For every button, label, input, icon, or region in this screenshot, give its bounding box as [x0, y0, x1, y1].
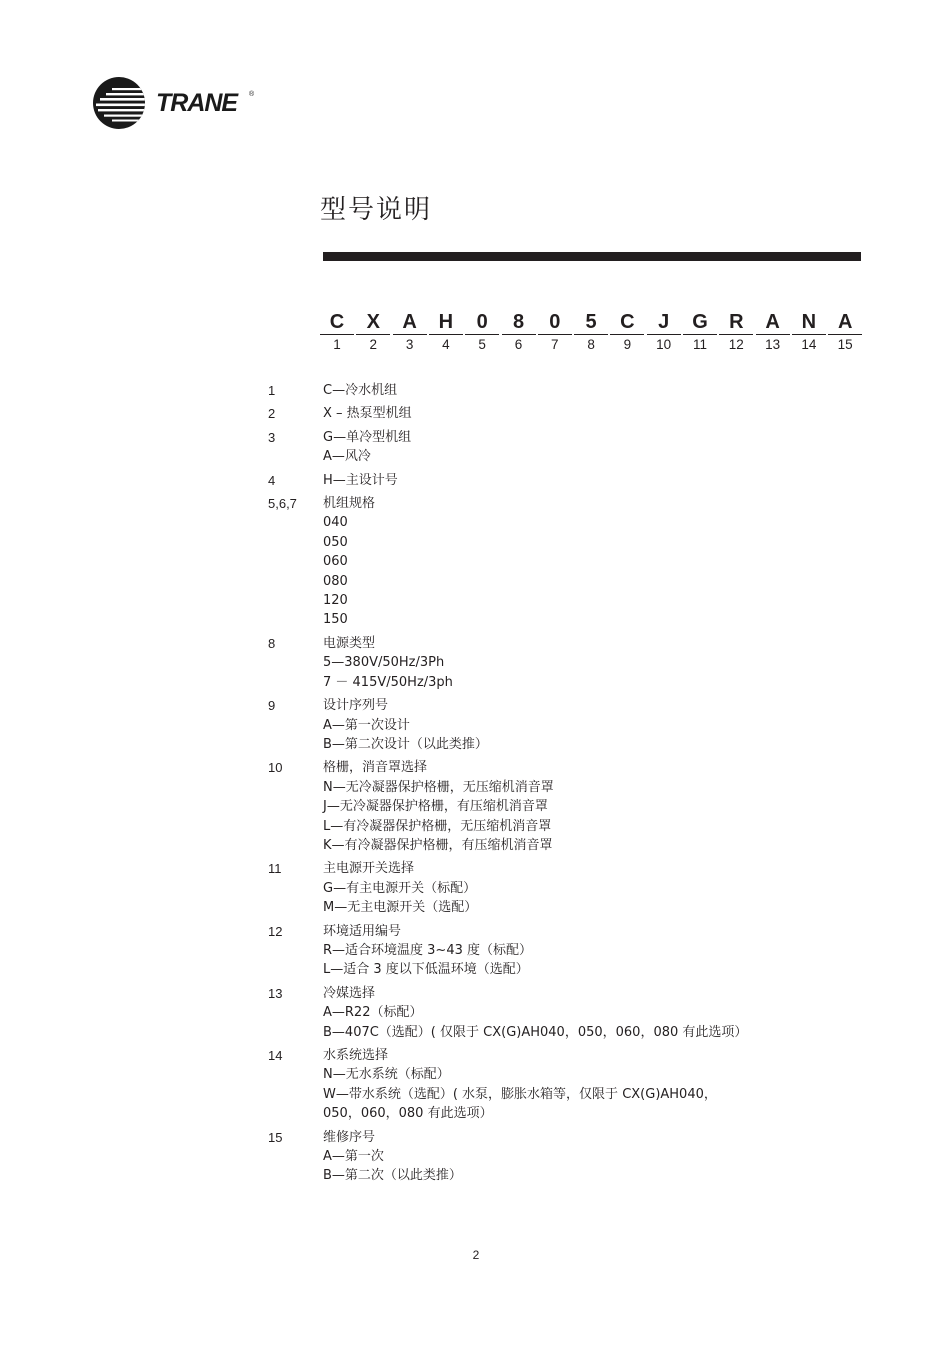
code-cell — [393, 310, 427, 355]
code-letter: G — [683, 310, 717, 335]
code-letter: 5 — [574, 310, 608, 335]
code-position-number: 5 — [478, 337, 486, 352]
item-line: 040 — [323, 515, 348, 531]
description-item — [268, 634, 788, 692]
item-body — [323, 922, 788, 980]
description-item — [268, 922, 788, 980]
code-cell — [828, 310, 862, 355]
item-body — [323, 404, 788, 423]
item-line: 水系统选择 — [323, 1048, 389, 1063]
item-line: N—无水系统（标配） — [323, 1067, 450, 1083]
code-cell — [429, 310, 463, 355]
code-cell — [320, 310, 354, 355]
model-description-list — [268, 381, 788, 1190]
item-position: 9 — [268, 698, 276, 714]
item-line: G—有主电源开关（标配） — [323, 880, 477, 896]
item-position: 4 — [268, 472, 276, 488]
code-letter: X — [356, 310, 390, 335]
description-item — [268, 859, 788, 917]
logo-wordmark: TRANE — [156, 89, 238, 117]
code-letter: C — [320, 310, 354, 335]
code-position-number: 9 — [623, 337, 632, 352]
item-line: A—R22（标配） — [323, 1005, 423, 1021]
item-line: 环境适用编号 — [323, 923, 402, 939]
code-cell — [792, 310, 826, 355]
code-letter: N — [792, 310, 826, 335]
item-line: L—适合 3 度以下低温环境（选配） — [323, 962, 529, 978]
code-letter: A — [756, 310, 790, 335]
item-position: 13 — [268, 985, 283, 1001]
code-letter: C — [610, 310, 644, 335]
code-cell — [465, 310, 499, 355]
item-body — [323, 381, 788, 400]
item-line: B—第二次设计（以此类推） — [323, 736, 488, 752]
code-position-number: 7 — [551, 337, 559, 352]
code-position-number: 1 — [333, 337, 341, 352]
item-line: A—第一次 — [323, 1149, 384, 1165]
code-letter: A — [828, 310, 862, 335]
item-line: 冷媒选择 — [323, 985, 376, 1001]
item-body — [323, 984, 788, 1042]
code-letter: 0 — [538, 310, 572, 335]
description-item — [268, 381, 788, 400]
item-line: A—第一次设计 — [323, 717, 410, 733]
item-line: M—无主电源开关（选配） — [323, 900, 478, 916]
description-item — [268, 471, 788, 490]
code-letter: J — [647, 310, 681, 335]
code-position-number: 15 — [837, 337, 853, 352]
item-line: C—冷水机组 — [323, 383, 398, 398]
item-position: 15 — [268, 1129, 283, 1145]
item-line: N—无冷凝器保护格栅，无压缩机消音罩 — [323, 779, 554, 795]
item-position: 8 — [268, 635, 276, 651]
item-line: 7 － 415V/50Hz/3ph — [323, 674, 453, 690]
item-line: 主电源开关选择 — [323, 861, 415, 877]
item-position: 2 — [268, 406, 276, 422]
title-rule — [323, 252, 861, 261]
item-body — [323, 494, 788, 630]
page-title: 型号说明 — [320, 195, 433, 225]
code-letter: R — [719, 310, 753, 335]
item-body — [323, 428, 788, 467]
code-position-number: 2 — [369, 337, 378, 352]
code-cell — [538, 310, 572, 355]
description-item — [268, 494, 788, 630]
item-line: 150 — [323, 612, 348, 628]
code-position-number: 8 — [587, 337, 595, 352]
code-position-number: 10 — [656, 337, 672, 352]
code-letter: 8 — [502, 310, 536, 335]
item-line: 5—380V/50Hz/3Ph — [323, 655, 445, 671]
code-position-number: 4 — [442, 337, 450, 352]
code-cell — [610, 310, 644, 355]
item-position: 14 — [268, 1048, 283, 1063]
code-cell — [356, 310, 390, 355]
code-letter: H — [429, 310, 463, 335]
code-letter: 0 — [465, 310, 499, 335]
item-line: 080 — [323, 573, 348, 589]
item-line: 格栅，消音罩选择 — [323, 760, 428, 776]
item-body — [323, 634, 788, 692]
item-line: 电源类型 — [323, 635, 376, 651]
item-position: 12 — [268, 923, 283, 939]
code-cell — [756, 310, 790, 355]
description-item — [268, 758, 788, 855]
description-item — [268, 428, 788, 467]
item-body — [323, 471, 788, 490]
item-line: 050，060，080 有此选项） — [323, 1106, 493, 1122]
item-line: X – 热泵型机组 — [323, 406, 412, 422]
code-cell — [647, 310, 681, 355]
item-line: A—风冷 — [323, 449, 371, 465]
item-line: 060 — [323, 554, 348, 570]
item-line: G—单冷型机组 — [323, 429, 412, 445]
item-position: 11 — [268, 861, 282, 877]
description-item — [268, 1046, 788, 1124]
item-line: W—带水系统（选配）( 水泵，膨胀水箱等，仅限于 CX(G)AH040， — [323, 1086, 717, 1102]
trane-globe-icon — [92, 75, 148, 131]
code-position-number: 14 — [801, 337, 817, 352]
item-line: B—407C（选配）( 仅限于 CX(G)AH040，050，060，080 有此选项） — [323, 1024, 748, 1040]
description-item — [268, 696, 788, 754]
item-line: 机组规格 — [323, 496, 376, 512]
item-body — [323, 758, 788, 855]
item-line: K—有冷凝器保护格栅，有压缩机消音罩 — [323, 837, 553, 853]
item-body — [323, 696, 788, 754]
item-line: 设计序列号 — [323, 698, 389, 714]
item-line: 120 — [323, 593, 348, 609]
code-cell — [502, 310, 536, 355]
code-cell — [683, 310, 717, 355]
code-position-number: 12 — [728, 337, 744, 352]
item-line: 050 — [323, 534, 348, 550]
code-cell — [574, 310, 608, 355]
item-position: 10 — [268, 760, 283, 776]
trane-logo — [92, 75, 267, 131]
code-position-number: 3 — [405, 337, 414, 352]
item-line: L—有冷凝器保护格栅，无压缩机消音罩 — [323, 818, 552, 834]
item-position: 5,6,7 — [268, 496, 297, 512]
description-item — [268, 984, 788, 1042]
code-cell — [719, 310, 753, 355]
page-number: 2 — [472, 1248, 480, 1262]
item-body — [323, 1046, 788, 1124]
item-line: H—主设计号 — [323, 472, 398, 488]
code-position-number: 11 — [692, 337, 707, 352]
item-body — [323, 1128, 788, 1186]
item-line: B—第二次（以此类推） — [323, 1168, 462, 1184]
item-line: J—无冷凝器保护格栅，有压缩机消音罩 — [323, 799, 548, 815]
registered-mark: ® — [249, 91, 255, 98]
description-item — [268, 404, 788, 423]
item-body — [323, 859, 788, 917]
item-position: 3 — [268, 429, 276, 445]
item-line: R—适合环境温度 3~43 度（标配） — [323, 942, 533, 958]
item-line: 维修序号 — [323, 1129, 376, 1145]
item-position: 1 — [268, 383, 276, 398]
model-code-row — [320, 310, 865, 360]
code-position-number: 13 — [765, 337, 781, 352]
code-position-number: 6 — [514, 337, 523, 352]
description-item — [268, 1128, 788, 1186]
code-letter: A — [393, 310, 427, 335]
